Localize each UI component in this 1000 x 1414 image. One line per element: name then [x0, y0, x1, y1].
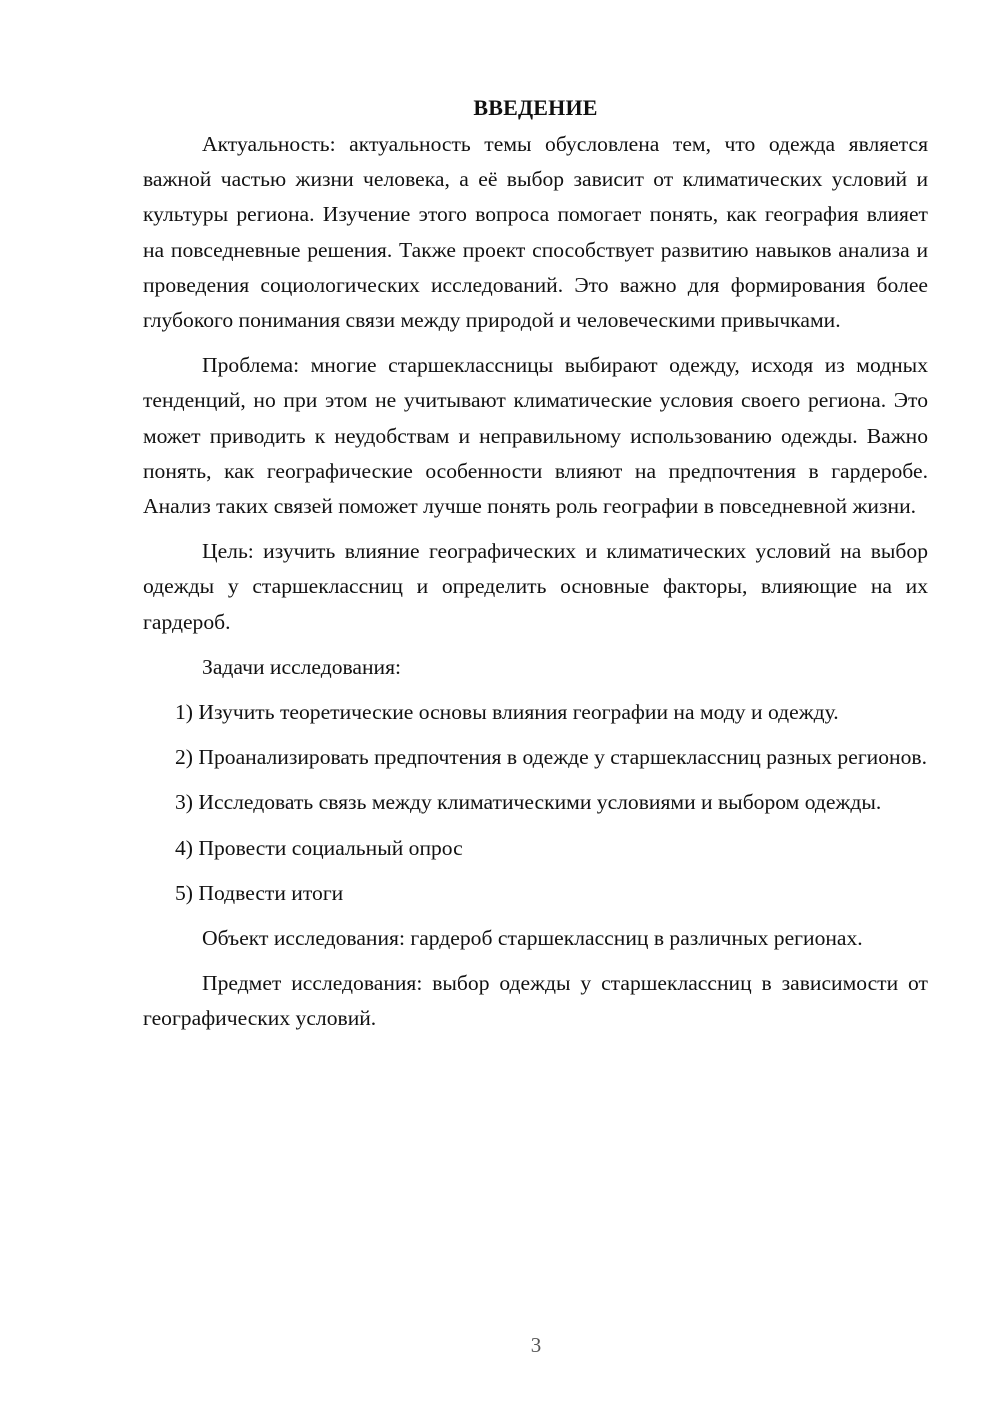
section-title: ВВЕДЕНИЕ	[473, 95, 598, 120]
task-item: 2) Проанализировать предпочтения в одежде у старшеклассниц разных регионов.	[175, 745, 927, 770]
tasks-list	[143, 695, 928, 911]
page-number: 3	[530, 1333, 542, 1357]
task-item: 5) Подвести итоги	[175, 880, 344, 905]
problem-paragraph: Проблема: многие старшеклассницы выбирают одежду, исходя из модных тенденций, но при этом не учитывают климатические условия своего региона. Это может приводить к неудобствам и неправильному использованию одежды. Важно понять, как географические особенности влияют на предпочтения в гардеробе. Анализ таких связей поможет лучше понять роль географии в повседневной жизни.	[143, 353, 928, 519]
subject-paragraph: Предмет исследования: выбор одежды у старшеклассниц в зависимости от географических условий.	[143, 971, 928, 1031]
object-paragraph: Объект исследования: гардероб старшеклассниц в различных регионах.	[202, 926, 863, 951]
relevance-paragraph: Актуальность: актуальность темы обусловлена тем, что одежда является важной частью жизни человека, а её выбор зависит от климатических условий и культуры региона. Изучение этого вопроса помогает понять, как география влияет на повседневные решения. Также проект способствует развитию навыков анализа и проведения социологических исследований. Это важно для формирования более глубокого понимания связи между природой и человеческими привычками.	[143, 132, 928, 333]
task-item: 1) Изучить теоретические основы влияния географии на моду и одежду.	[175, 700, 839, 725]
goal-paragraph: Цель: изучить влияние географических и климатических условий на выбор одежды у старшеклассниц и определить основные факторы, влияющие на их гардероб.	[143, 539, 928, 634]
task-item: 3) Исследовать связь между климатическими условиями и выбором одежды.	[175, 790, 882, 815]
task-item: 4) Провести социальный опрос	[175, 835, 463, 860]
document-page	[143, 90, 928, 1047]
tasks-heading: Задачи исследования:	[202, 654, 402, 679]
